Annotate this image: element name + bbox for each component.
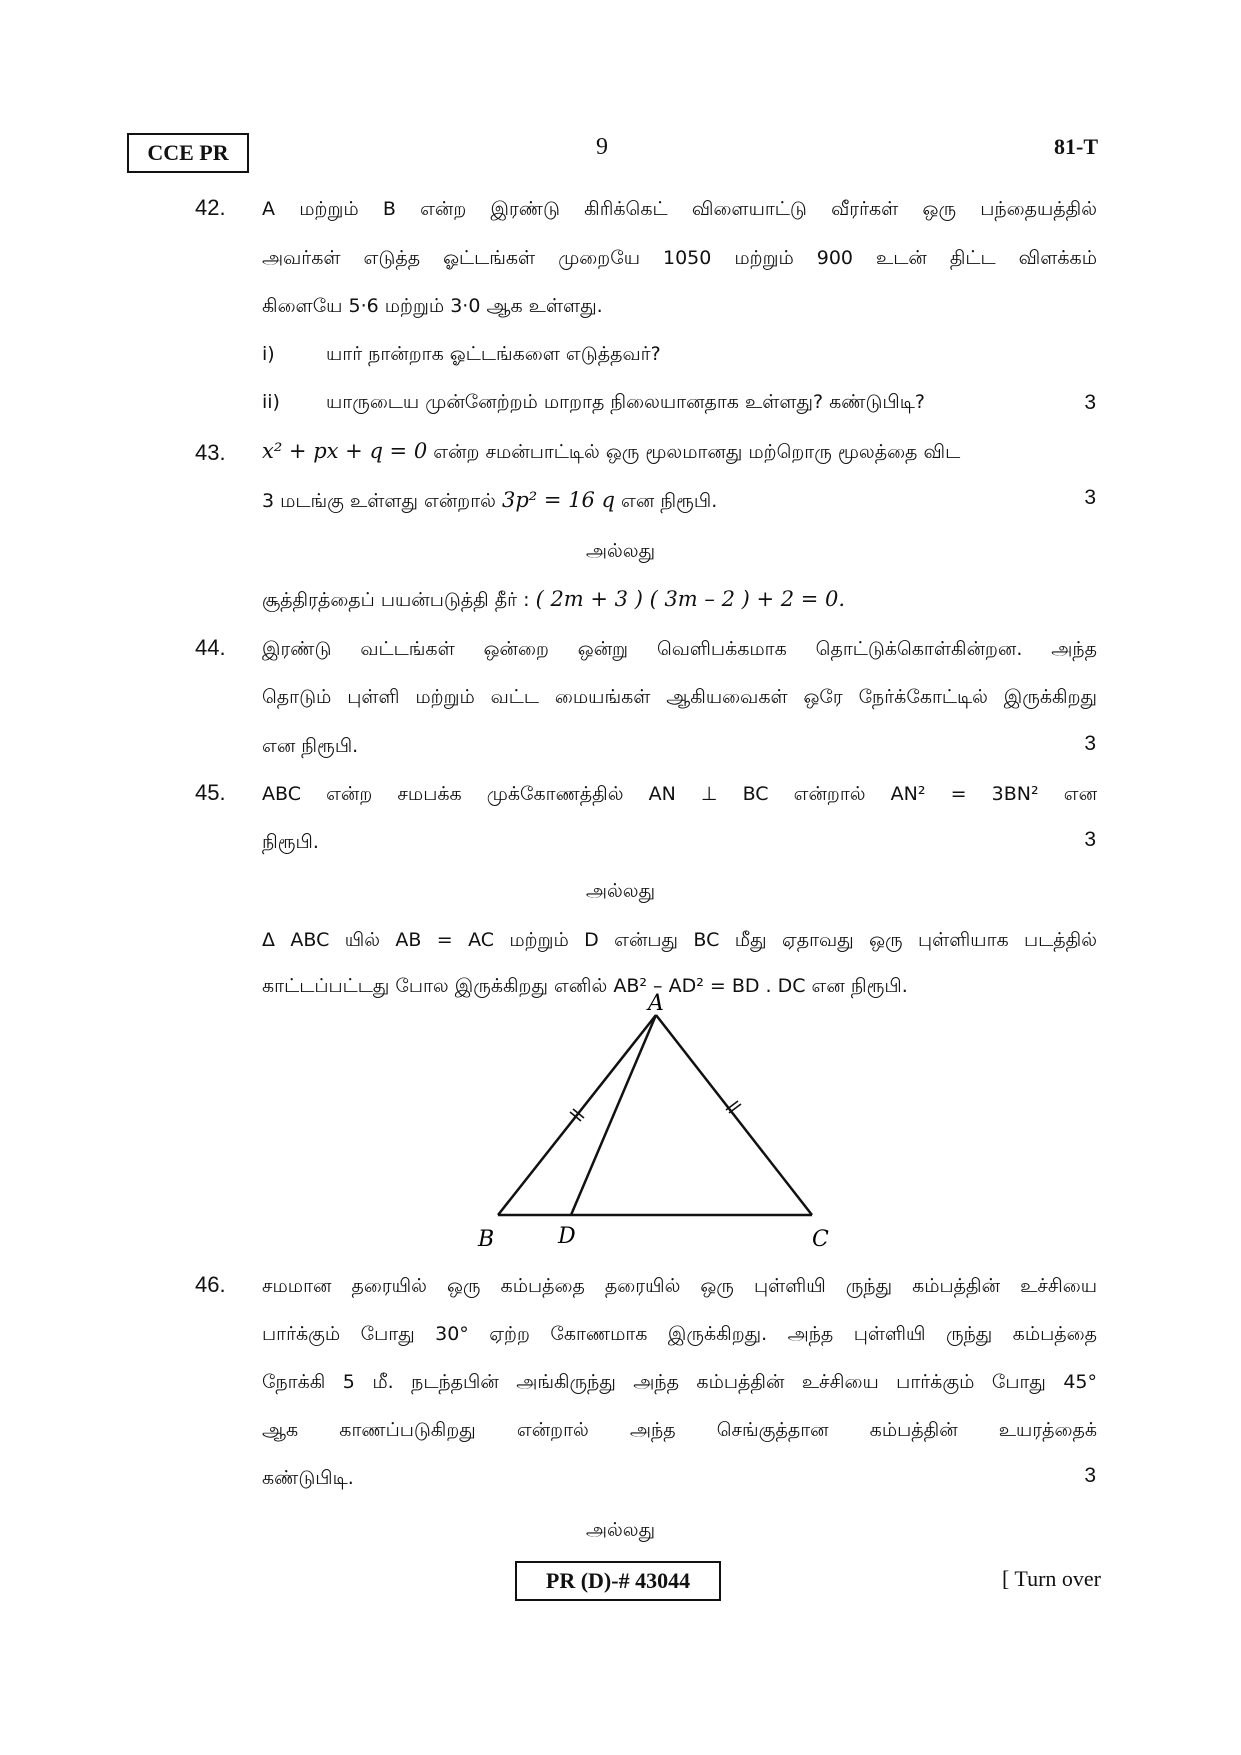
question-text-line bbox=[262, 437, 1097, 466]
equation: x² + px + q = 0 bbox=[262, 439, 428, 463]
marks: 3 bbox=[1084, 732, 1096, 755]
subquestion-text: யாருடைய முன்னேற்றம் மாறாத நிலையானதாக உள்ளது? கண்டுபிடி? bbox=[326, 391, 925, 413]
triangle-figure bbox=[470, 990, 830, 1250]
equation: 3p² = 16 q bbox=[501, 488, 615, 512]
question-number: 45. bbox=[195, 780, 226, 805]
marks: 3 bbox=[1084, 486, 1096, 509]
side-ab bbox=[498, 1015, 656, 1215]
question-text: என நிரூபி. bbox=[621, 490, 718, 512]
side-ac bbox=[656, 1015, 812, 1215]
segment-ad bbox=[571, 1015, 656, 1215]
turn-over-note: [ Turn over bbox=[1001, 1566, 1101, 1591]
question-number: 42. bbox=[195, 195, 226, 220]
question-text: 3 மடங்கு உள்ளது என்றால் bbox=[262, 490, 496, 512]
question-text-line: A மற்றும் B என்ற இரண்டு கிரிக்கெட் விளையாட்டு வீரர்கள் ஒரு பந்தையத்தில் bbox=[262, 198, 1097, 220]
vertex-label-b: B bbox=[478, 1227, 495, 1250]
marks: 3 bbox=[1084, 391, 1096, 414]
tick-mark bbox=[729, 1104, 741, 1113]
marks: 3 bbox=[1084, 1464, 1096, 1487]
paper-code: 81-T bbox=[1054, 134, 1098, 159]
question-text-line: காட்டப்பட்டது போல இருக்கிறது எனில் AB² – AD² = BD . DC என நிரூபி. bbox=[262, 975, 908, 997]
question-text-line: பார்க்கும் போது 30° ஏற்ற கோணமாக இருக்கிறது. அந்த புள்ளியி ருந்து கம்பத்தை bbox=[262, 1323, 1097, 1345]
question-text-line: Δ ABC யில் AB = AC மற்றும் D என்பது BC மீது ஏதாவது ஒரு புள்ளியாக படத்தில் bbox=[262, 929, 1097, 951]
vertex-label-d: D bbox=[558, 1224, 576, 1249]
question-text-line: அவர்கள் எடுத்த ஓட்டங்கள் முறையே 1050 மற்றும் 900 உடன் திட்ட விளக்கம் bbox=[262, 247, 1097, 269]
or-separator: அல்லது bbox=[585, 880, 656, 902]
question-number: 44. bbox=[195, 635, 226, 660]
page-number: 9 bbox=[596, 134, 608, 160]
question-text-line: என நிரூபி. bbox=[262, 735, 359, 757]
header-code-box: CCE PR bbox=[127, 133, 249, 173]
question-text: என்ற சமன்பாட்டில் ஒரு மூலமானது மற்றொரு மூலத்தை விட bbox=[433, 441, 961, 463]
or-separator: அல்லது bbox=[585, 540, 656, 562]
subquestion-label: i) bbox=[262, 343, 275, 365]
subquestion-text: யார் நான்றாக ஓட்டங்களை எடுத்தவர்? bbox=[326, 343, 661, 365]
question-text-line: ABC என்ற சமபக்க முக்கோணத்தில் AN ⊥ BC என்றால் AN² = 3BN² என bbox=[262, 783, 1097, 805]
question-number: 46. bbox=[195, 1272, 226, 1297]
marks: 3 bbox=[1084, 828, 1096, 851]
question-text-line: ஆக காணப்படுகிறது என்றால் அந்த செங்குத்தான கம்பத்தின் உயரத்தைக் bbox=[262, 1419, 1097, 1441]
question-text-line: நிரூபி. bbox=[262, 831, 319, 853]
or-separator: அல்லது bbox=[585, 1519, 656, 1541]
question-text: சூத்திரத்தைப் பயன்படுத்தி தீர் : bbox=[262, 589, 530, 611]
vertex-label-a: A bbox=[648, 991, 664, 1016]
question-text-line bbox=[262, 486, 1097, 515]
question-text-line: தொடும் புள்ளி மற்றும் வட்ட மையங்கள் ஆகியவைகள் ஒரே நேர்க்கோட்டில் இருக்கிறது bbox=[262, 686, 1097, 708]
question-number: 43. bbox=[195, 440, 226, 465]
footer-code-box: PR (D)-# 43044 bbox=[515, 1561, 721, 1601]
question-text-line: கண்டுபிடி. bbox=[262, 1467, 354, 1489]
subquestion-label: ii) bbox=[262, 391, 280, 413]
question-text-line: இரண்டு வட்டங்கள் ஒன்றை ஒன்று வெளிபக்கமாக தொட்டுக்கொள்கின்றன. அந்த bbox=[262, 638, 1097, 660]
equation: ( 2m + 3 ) ( 3m – 2 ) + 2 = 0. bbox=[535, 587, 846, 611]
question-text-line: சமமான தரையில் ஒரு கம்பத்தை தரையில் ஒரு புள்ளியி ருந்து கம்பத்தின் உச்சியை bbox=[262, 1275, 1097, 1297]
question-text-line bbox=[262, 585, 1097, 614]
vertex-label-c: C bbox=[812, 1227, 829, 1250]
question-text-line: கிளையே 5·6 மற்றும் 3·0 ஆக உள்ளது. bbox=[262, 295, 603, 317]
question-text-line: நோக்கி 5 மீ. நடந்தபின் அங்கிருந்து அந்த கம்பத்தின் உச்சியை பார்க்கும் போது 45° bbox=[262, 1371, 1097, 1393]
